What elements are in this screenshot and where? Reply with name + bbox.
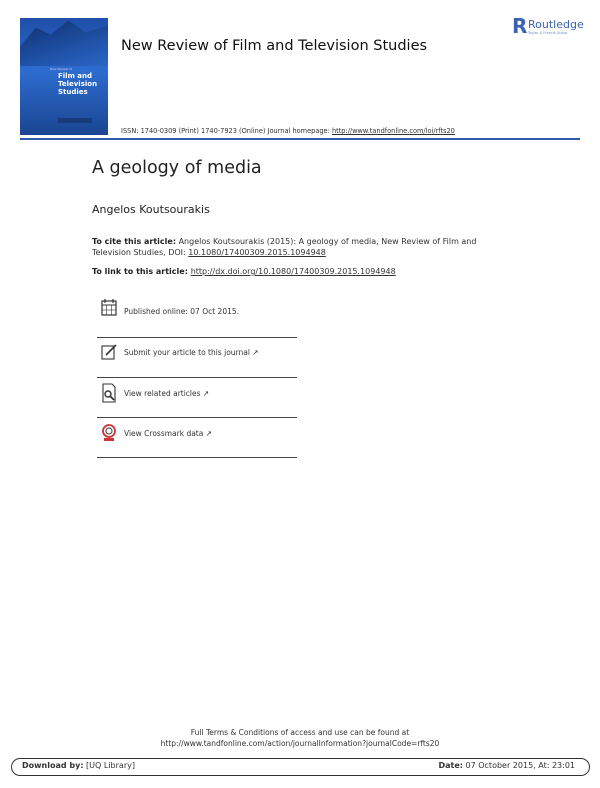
related-articles-icon — [101, 383, 117, 403]
journal-cover-image — [20, 18, 108, 135]
calendar-icon — [101, 297, 117, 317]
issn-line — [121, 127, 455, 135]
crossmark-link[interactable] — [97, 417, 297, 458]
doi-link[interactable]: 10.1080/17400309.2015.1094948 — [188, 248, 326, 257]
link-label: To link to this article: — [92, 267, 191, 276]
related-articles-text: View related articles — [124, 389, 201, 398]
download-by-value: [UQ Library] — [83, 761, 135, 770]
routledge-logo-name: Routledge — [528, 18, 584, 31]
article-link-line — [92, 267, 396, 276]
external-link-icon: ↗ — [205, 429, 213, 438]
issn-text: ISSN: 1740-0309 (Print) 1740-7923 (Online) Journal homepage: — [121, 127, 332, 135]
citation-block — [92, 236, 512, 258]
cover-title-line: Television — [58, 80, 98, 88]
related-articles-label — [124, 389, 209, 398]
download-by — [22, 761, 135, 770]
article-url-link[interactable]: http://dx.doi.org/10.1080/17400309.2015.1094948 — [190, 267, 396, 276]
article-author: Angelos Koutsourakis — [92, 203, 210, 216]
routledge-logo-sub: Taylor & Francis Group — [528, 31, 568, 35]
citation-text: Angelos Koutsourakis (2015): A geology of media, New Review of Film and Television Studies, DOI: — [92, 237, 477, 257]
download-info-bar — [11, 758, 590, 776]
download-by-label: Download by: — [22, 761, 84, 770]
crossmark-text: View Crossmark data — [124, 429, 204, 438]
published-online-text: Published online: 07 Oct 2015. — [124, 307, 240, 316]
cover-title-line: Film and — [58, 72, 93, 80]
related-articles-link[interactable] — [97, 377, 297, 418]
submit-article-text: Submit your article to this journal — [124, 348, 250, 357]
cover-mountain-graphic — [20, 18, 108, 66]
cover-band — [58, 118, 92, 123]
routledge-logo — [512, 16, 592, 40]
terms-url[interactable]: http://www.tandfonline.com/action/journalInformation?journalCode=rfts20 — [160, 739, 440, 748]
cover-title-line: Studies — [58, 88, 88, 96]
journal-title: New Review of Film and Television Studies — [121, 38, 428, 54]
download-date-value: 07 October 2015, At: 23:01 — [462, 761, 575, 770]
cover-top-text: New Review of — [50, 67, 73, 71]
journal-homepage-link[interactable]: http://www.tandfonline.com/loi/rfts20 — [331, 127, 455, 135]
external-link-icon: ↗ — [202, 389, 210, 398]
external-link-icon: ↗ — [252, 348, 259, 357]
crossmark-label — [124, 429, 212, 438]
submit-article-label — [124, 348, 259, 357]
submit-article-link[interactable] — [97, 337, 297, 378]
header-divider — [20, 138, 580, 140]
routledge-logo-mark: R — [512, 14, 528, 38]
download-date — [438, 761, 575, 770]
cover-title — [58, 72, 97, 96]
published-online-item — [97, 297, 297, 338]
article-title: A geology of media — [92, 158, 262, 178]
download-date-label: Date: — [438, 761, 463, 770]
edit-icon — [101, 343, 117, 363]
citation-label: To cite this article: — [92, 237, 177, 246]
crossmark-icon — [101, 423, 117, 443]
terms-line: Full Terms & Conditions of access and use can be found at — [190, 728, 410, 737]
